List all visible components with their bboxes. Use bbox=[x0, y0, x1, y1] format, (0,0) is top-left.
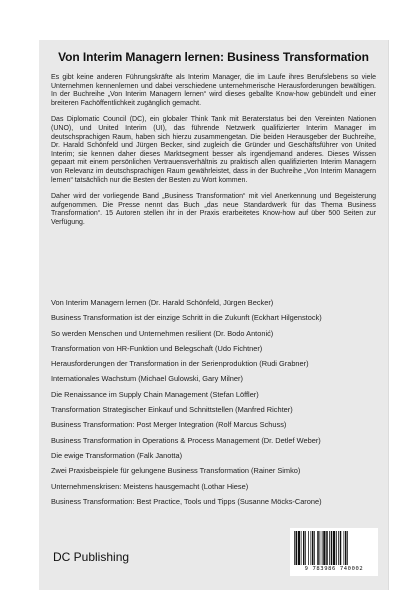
intro-paragraph-3: Daher wird der vorliegende Band „Business Transformation“ mit viel Anerkennung und Begeisterung aufgenommen. Die Presse nennt das Buch „das neue Standardwerk für das Thema Business Transformation“. 15 Autoren stellen ihr in der Praxis erarbeitetes Know-how auf über 500 Seiten zur Verfügung. bbox=[51, 193, 376, 226]
barcode-icon bbox=[293, 531, 375, 565]
intro-paragraph-2: Das Diplomatic Council (DC), ein globaler Think Tank mit Beraterstatus bei den Vereinten Nationen (UNO), und United Interim (UI), das führende Netzwerk qualifizierter Interim Manager im deutschsprachigen Raum, haben sich hierzu zusammengetan. Die beiden Herausgeber der Buchreihe, Dr. Harald Schönfeld und Jürgen Becker, sind zugleich die Gründer und Geschäftsführer von United Interim; sie kennen daher dieses Marktsegment besser als irgendjemand anderes. Dieses Wissen gepaart mit einem persönlichen Vertrauensverhältnis zu praktisch allen qualifizierten Interim Managern von Relevanz im deutschsprachigen Raum gewährleistet, dass in der Buchreihe „Von Interim Managern lernen“ tatsächlich nur die Besten der Besten zu Wort kommen. bbox=[51, 116, 376, 184]
book-back-cover bbox=[39, 40, 389, 590]
chapter-item: Die Renaissance im Supply Chain Management (Stefan Löffler) bbox=[51, 389, 259, 399]
chapter-item: Die ewige Transformation (Falk Janotta) bbox=[51, 450, 183, 460]
chapter-item: Transformation Strategischer Einkauf und Schnittstellen (Manfred Richter) bbox=[51, 405, 293, 415]
chapter-item: So werden Menschen und Unternehmen resilient (Dr. Bodo Antonić) bbox=[51, 328, 274, 338]
chapter-item: Zwei Praxisbeispiele für gelungene Business Transformation (Rainer Simko) bbox=[51, 466, 301, 476]
chapter-item: Business Transformation ist der einzige Schritt in die Zukunft (Eckhart Hilgenstock) bbox=[51, 313, 322, 323]
publisher-name: DC Publishing bbox=[53, 550, 130, 564]
barcode-number: 9 783986 740002 bbox=[304, 566, 364, 572]
chapter-item: Von Interim Managern lernen (Dr. Harald Schönfeld, Jürgen Becker) bbox=[51, 298, 274, 307]
isbn-barcode bbox=[290, 528, 378, 576]
chapter-item: Internationales Wachstum (Michael Gulowski, Gary Milner) bbox=[51, 374, 243, 384]
chapter-item: Business Transformation in Operations & Process Management (Dr. Detlef Weber) bbox=[51, 435, 321, 445]
chapter-item: Unternehmenskrisen: Meistens hausgemacht (Lothar Hiese) bbox=[51, 481, 249, 491]
chapter-list bbox=[51, 298, 380, 512]
intro-paragraph-1: Es gibt keine anderen Führungskräfte als Interim Manager, die im Laufe ihres Berufslebens so viele Unternehmen kennenlernen und dabei verschiedene unternehmerische Herausforderungen bewältigen. In der Buchreihe „Von Interim Managern lernen“ wird dieses geballte Know-how gebündelt und einer breiteren Fachöffentlichkeit zugänglich gemacht. bbox=[51, 74, 376, 107]
chapter-item: Business Transformation: Post Merger Integration (Rolf Marcus Schuss) bbox=[51, 420, 287, 430]
cover-title: Von Interim Managern lernen: Business Transformation bbox=[58, 50, 369, 64]
intro-text bbox=[51, 74, 376, 236]
chapter-item: Transformation von HR-Funktion und Belegschaft (Udo Fichtner) bbox=[51, 343, 263, 353]
chapter-item: Business Transformation: Best Practice, Tools und Tipps (Susanne Möcks-Carone) bbox=[51, 496, 322, 506]
chapter-item: Herausforderungen der Transformation in der Serienproduktion (Rudi Grabner) bbox=[51, 359, 309, 369]
